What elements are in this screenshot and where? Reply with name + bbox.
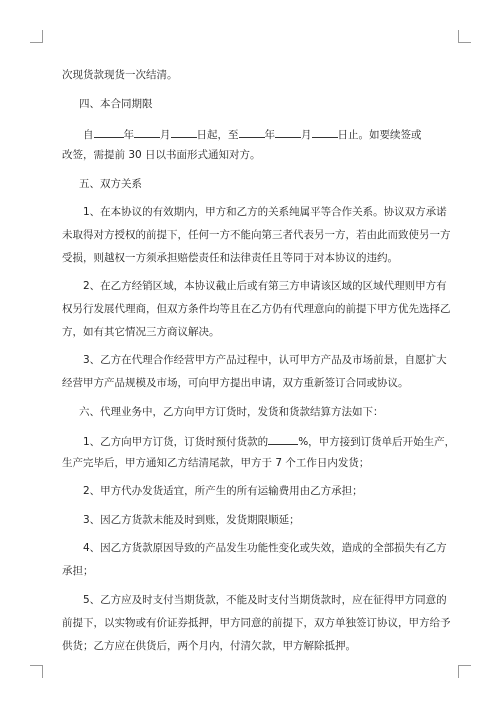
text-fragment: 月 bbox=[301, 129, 312, 141]
text-fragment: 1、乙方向甲方订货，订货时预付货款的 bbox=[83, 436, 269, 448]
text-line: 生产完毕后，甲方通知乙方结清尾款，甲方于 7 个工作日内发货； bbox=[62, 457, 370, 469]
crop-mark-bottom-right bbox=[458, 665, 471, 678]
text-line: 5、乙方应及时支付当期货款，不能及时支付当期货款时，应在征得甲方同意的 bbox=[83, 594, 447, 606]
text-line: 未取得对方授权的前提下，任何一方不能向第三者代表另一方，若由此而致使另一方 bbox=[62, 229, 451, 241]
fill-blank-start-day bbox=[171, 126, 197, 138]
text-line: 方，如有其它情况三方商议解决。 bbox=[62, 326, 220, 338]
text-line: 前提下，以实物或有价证券抵押，甲方同意的前提下，双方单独签订协议，甲方给予 bbox=[62, 617, 451, 629]
text-line: 权另行发展代理商，但双方条件均等且在乙方仍有代理意向的前提下甲方优先选择乙 bbox=[62, 303, 451, 315]
text-fragment: 日止。如要续签或 bbox=[337, 129, 422, 141]
text-fragment: 自 bbox=[83, 129, 94, 141]
text-fragment: 年 bbox=[123, 129, 134, 141]
text-line: 3、乙方在代理合作经营甲方产品过程中，认可甲方产品及市场前景，自愿扩大 bbox=[83, 354, 447, 366]
text-line: 经营甲方产品规模及市场，可向甲方提出申请，双方重新签订合同或协议。 bbox=[62, 377, 409, 389]
crop-mark-top-left bbox=[30, 30, 43, 43]
section-heading-relationship: 五、双方关系 bbox=[79, 178, 142, 190]
text-line: 4、因乙方货款原因导致的产品发生功能性变化或失效，造成的全部损失有乙方 bbox=[83, 542, 447, 554]
text-line bbox=[83, 433, 455, 449]
text-line: 3、因乙方货款未能及时到账，发货期限顺延； bbox=[83, 514, 300, 526]
fill-blank-start-year bbox=[94, 126, 124, 138]
fill-blank-end-month bbox=[275, 126, 301, 138]
text-line: 次现货款现货一次结清。 bbox=[62, 69, 178, 81]
text-fragment: 月 bbox=[160, 129, 171, 141]
crop-mark-top-right bbox=[458, 30, 471, 43]
text-line: 改签，需提前 30 日以书面形式通知对方。 bbox=[62, 149, 261, 161]
crop-mark-bottom-left bbox=[30, 665, 43, 678]
text-fragment: 日起，至 bbox=[196, 129, 239, 141]
text-line: 2、甲方代办发货适宜，所产生的所有运输费用由乙方承担； bbox=[83, 485, 363, 497]
term-date-line bbox=[83, 126, 422, 142]
section-heading-term: 四、本合同期限 bbox=[79, 98, 153, 110]
text-line: 1、在本协议的有效期内，甲方和乙方的关系纯属平等合作关系。协议双方承诺 bbox=[83, 206, 447, 218]
text-fragment: %，甲方接到订货单后开始生产， bbox=[298, 436, 456, 448]
fill-blank-end-day bbox=[312, 126, 338, 138]
text-line: 承担； bbox=[62, 565, 94, 577]
text-line: 供货；乙方应在供货后，两个月内，付清欠款，甲方解除抵押。 bbox=[62, 640, 356, 652]
text-fragment: 年 bbox=[264, 129, 275, 141]
text-line: 受损，则越权一方须承担赔偿责任和法律责任且等同于对本协议的违约。 bbox=[62, 252, 398, 264]
section-heading-settlement: 六、代理业务中，乙方向甲方订货时，发货和货款结算方法如下： bbox=[79, 406, 384, 418]
fill-blank-end-year bbox=[239, 126, 265, 138]
fill-blank-prepay-percent bbox=[268, 433, 298, 445]
fill-blank-start-month bbox=[134, 126, 160, 138]
text-line: 2、在乙方经销区域，本协议截止后或有第三方申请该区域的区域代理则甲方有 bbox=[83, 280, 447, 292]
